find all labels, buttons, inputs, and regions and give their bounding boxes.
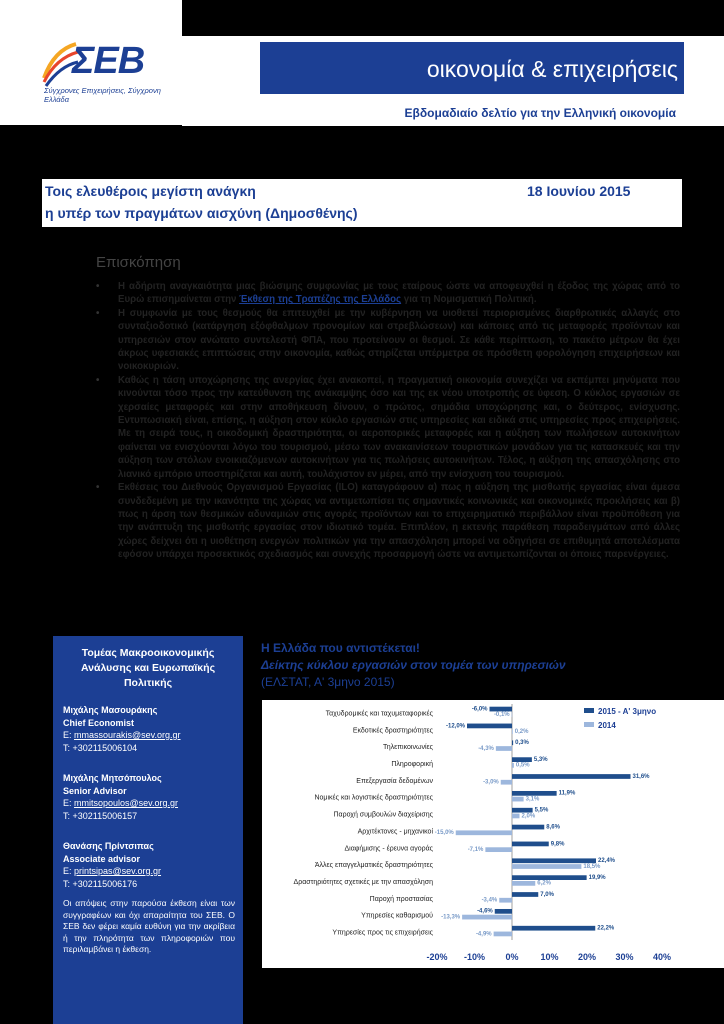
overview-bullets	[90, 280, 680, 562]
x-tick-label: 10%	[540, 952, 559, 962]
bar-series1	[512, 892, 538, 897]
data-label: 19,9%	[588, 875, 606, 881]
x-tick-label: 40%	[652, 952, 672, 962]
bar-series2	[512, 864, 581, 869]
overview-bullet	[90, 280, 680, 307]
data-label: 2,0%	[521, 813, 536, 820]
category-label: Διαφήμισης - έρευνα αγοράς	[344, 845, 433, 853]
contact-role: Senior Advisor	[63, 785, 127, 796]
data-label: -7,1%	[467, 847, 484, 854]
bar-series1	[512, 774, 631, 779]
x-tick-label: 30%	[615, 952, 634, 962]
logo-brand: ΣΕΒ	[72, 40, 145, 82]
bar-series1	[512, 825, 544, 830]
data-label: -13,3%	[441, 914, 461, 921]
category-label: Ταχυδρομικές και ταχυμεταφορικές	[325, 710, 433, 718]
category-label: Υπηρεσίες καθαρισμού	[361, 912, 433, 920]
disclaimer: Οι απόψεις στην παρούσα έκθεση είναι των συγγραφέων και όχι απαραίτητα του ΣΕΒ. Ο ΣΕΒ δεν φέρει καμία ευθύνη για την ακρίβεια ή την πληρότητα των πληροφοριών που περιλαμβάνει η έκθεση.	[63, 898, 235, 954]
bar-series2	[512, 797, 524, 802]
contact-phone: T: +302115006104	[63, 742, 138, 753]
data-label: 5,5%	[534, 807, 549, 814]
contact-phone: T: +302115006157	[63, 810, 138, 821]
bar-series2	[512, 763, 514, 768]
contact-card	[63, 840, 161, 890]
logo-area	[0, 0, 182, 125]
bar-series1	[512, 858, 596, 863]
bar-series1	[512, 757, 532, 762]
contact-card	[63, 772, 178, 822]
data-label: 18,5%	[583, 863, 601, 870]
category-label: Αρχιτέκτονες - μηχανικοί	[357, 828, 433, 836]
contact-phone: T: +302115006176	[63, 878, 138, 889]
header-subtitle: Εβδομαδιαίο δελτίο για την Ελληνική οικονομία	[404, 106, 676, 120]
data-label: -3,4%	[481, 897, 498, 904]
data-label: 5,3%	[533, 757, 548, 763]
bullet-text: Η αδήριτη αναγκαιότητα μιας βιώσιμης συμφωνίας με τους εταίρους ώστε να αποφευχθεί η έξοδος της χώρας από το Ευρώ επισημαίνεται στην	[118, 281, 680, 306]
category-label: Παροχή προστασίας	[369, 895, 433, 903]
data-label: -0,1%	[493, 712, 510, 719]
data-label: 0,3%	[515, 740, 529, 747]
legend-swatch	[584, 708, 594, 713]
bar-series2	[456, 830, 512, 835]
contact-email-link[interactable]: mmassourakis@sev.org.gr	[74, 730, 181, 740]
data-label: -6,0%	[471, 706, 488, 713]
chart-heading	[261, 640, 566, 691]
overview-bullet: • Εκθέσεις του Διεθνούς Οργανισμού Εργασίας (ILO) καταγράφουν α) πως η αύξηση της μισθωτής εργασίας είναι άμεσα συνδεδεμένη με την ικανότητα της χώρας να αντιμετωπίσει τις σημαντικές κοινωνικές και οικονομικές προκλήσεις και β) πως η άρση των θεσμικών αδυναμιών στις αγορές προϊόντων και το επιχειρηματικό περιβάλλον είναι προϋπόθεση για την ανάπτυξη της μισθωτής εργασίας στον ιδιωτικό τομέα. Επιπλέον, η εκτενής παράθεση παραδειγμάτων από άλλες χώρες δείχνει ότι η υιοθέτηση ενεργών πολιτικών για την απασχόληση μπορεί να οδηγήσει σε επιθυμητά αποτελέσματα εφόσον υπάρχει προσεκτικός σχεδιασμός και συνεχής προσαρμογή ώστε να αντιμετωπίζονται οι όποιες παρενέργειες.	[90, 481, 680, 561]
bar-series2	[512, 814, 520, 819]
category-label: Υπηρεσίες προς τις επιχειρήσεις	[332, 929, 433, 937]
legend-label: 2015 - Α' 3μηνο	[598, 707, 657, 716]
x-tick-label: -20%	[426, 952, 448, 962]
category-label: Δραστηριότητες σχετικές με την απασχόληση	[293, 879, 433, 886]
contact-role: Chief Economist	[63, 717, 135, 728]
bar-series1	[512, 740, 513, 745]
category-label: Παροχή συμβουλών διαχείρισης	[333, 811, 433, 819]
contact-sidebar	[53, 636, 243, 1024]
contact-name: Μιχάλης Μασουράκης	[63, 705, 158, 715]
bar-series2	[501, 780, 512, 785]
bar-series2	[512, 712, 513, 717]
logo-tagline: Σύγχρονες Επιχειρήσεις, Σύγχρονη Ελλάδα	[44, 86, 161, 104]
bar-series1	[512, 791, 557, 796]
issue-date: 18 Ιουνίου 2015	[527, 183, 631, 199]
chart-heading-line2: Δείκτης κύκλου εργασιών στον τομέα των υπηρεσιών	[261, 658, 566, 672]
x-tick-label: 0%	[505, 952, 519, 962]
email-label: E:	[63, 866, 75, 876]
bar-series1	[512, 926, 595, 931]
category-label: Επεξεργασία δεδομένων	[356, 777, 433, 785]
data-label: 9,8%	[550, 841, 565, 848]
page-number: 1	[656, 987, 662, 998]
chart-area	[262, 700, 724, 968]
contact-email-link[interactable]: mmitsopoulos@sev.org.gr	[74, 798, 179, 808]
bank-report-link[interactable]: Έκθεση της Τραπέζης της Ελλάδος	[239, 294, 402, 306]
bar-series1	[512, 842, 549, 847]
services-turnover-chart	[262, 700, 724, 968]
data-label: 0,5%	[515, 762, 530, 769]
data-label: 3,1%	[525, 796, 540, 803]
data-label: 11,9%	[558, 790, 576, 797]
bar-series1	[512, 875, 587, 880]
data-label: -3,0%	[483, 779, 499, 786]
sidebar-title: Τομέας Μακροοικονομικής Ανάλυσης και Ευρωπαϊκής Πολιτικής	[80, 647, 216, 689]
data-label: 22,4%	[598, 858, 616, 865]
bar-series2	[512, 881, 535, 886]
x-tick-label: 20%	[577, 952, 597, 962]
contact-name: Θανάσης Πρίντσιπας	[63, 841, 154, 851]
page-title-line2: η υπέρ των πραγμάτων αισχύνη (Δημοσθένης)	[45, 205, 358, 221]
data-label: -4,6%	[477, 908, 493, 915]
legend-swatch	[584, 722, 594, 727]
data-label: 22,2%	[597, 925, 615, 932]
legend-label: 2014	[598, 721, 616, 730]
data-label: -4,9%	[475, 931, 492, 938]
data-label: 8,6%	[546, 824, 560, 831]
data-label: 31,6%	[632, 773, 650, 780]
contact-name: Μιχάλης Μητσόπουλος	[63, 773, 162, 783]
contact-email-link[interactable]: printsipas@sev.org.gr	[74, 866, 162, 876]
data-label: -4,3%	[478, 745, 494, 752]
data-label: -15,0%	[434, 830, 454, 837]
bar-series2	[499, 898, 512, 903]
category-label: Πληροφορική	[391, 761, 433, 768]
bar-series1	[495, 909, 512, 914]
bar-series2	[462, 915, 512, 920]
x-tick-label: -10%	[463, 952, 486, 962]
bar-series1	[512, 808, 533, 813]
overview-bullet: • Η συμφωνία με τους θεσμούς θα επιτευχθεί με την κυβέρνηση να υιοθετεί περιορισμένες διαρθρωτικές αλλαγές στο συνταξιοδοτικό (κατάργηση εξόφθαλμων προνομίων και στρεβλώσεων) και κάποιες από τις μεταφορές προϊόντων και υπηρεσιών στον ανώτατο συντελεστή ΦΠΑ, που προτείνουν οι θεσμοί. Σε κάθε περίπτωση, το πακέτο μέτρων θα έχει άκρως υφεσιακές επιπτώσεις στην οικονομία, καθώς στηρίζεται υπέρμετρα σε πρόσθετη φορολόγηση επιχειρήσεων και νοικοκυριών.	[90, 307, 680, 374]
email-label: E:	[63, 730, 75, 740]
bar-series2	[496, 746, 512, 751]
category-label: Τηλεπικοινωνίες	[382, 744, 433, 752]
category-label: Εκδοτικές δραστηριότητες	[352, 727, 433, 735]
contact-role: Associate advisor	[63, 853, 141, 864]
email-label: E:	[63, 798, 75, 808]
data-label: 0,2%	[514, 729, 529, 736]
data-label: 6,2%	[537, 880, 551, 887]
chart-heading-line1: Η Ελλάδα που αντιστέκεται!	[261, 641, 420, 655]
chart-heading-line3: (ΕΛΣΤΑΤ, Α' 3μηνο 2015)	[261, 675, 395, 689]
data-label: 7,0%	[540, 891, 554, 898]
bar-series2	[485, 847, 512, 852]
overview-heading: Επισκόπηση	[96, 254, 181, 271]
bar-series1	[490, 707, 513, 712]
bar-series2	[494, 932, 512, 937]
bullet-text: για τη Νομισματική Πολιτική.	[401, 294, 537, 306]
data-label: -12,0%	[445, 723, 465, 730]
overview-bullet: • Καθώς η τάση υποχώρησης της ανεργίας έχει ανακοπεί, η πραγματική οικονομία συνεχίζει να εκπέμπει μηνύματα που κινούνται τόσο προς την κατεύθυνση της ανάκαμψης όσο και της εκ νέου υποτροπής σε ύφεση. Ο κύκλος εργασιών σε χερσαίες μεταφορές και στην αποθήκευση δίνουν, ο πρώτος, σημάδια υποχώρησης και, ο δεύτερος, ενίσχυσης. Εντυπωσιακή είναι, επίσης, η αύξηση στον κύκλο εργασιών στις υπηρεσίες και ειδικά στις υπηρεσίες προς επιχειρήσεις. Με τη σειρά τους, η οικοδομική δραστηριότητα, οι αεροπορικές μεταφορές και η αύξηση των πωλήσεων αυτοκινήτων φαίνεται να ενισχύονται λόγω του τουρισμού, μέσω των ανακαινίσεων τουριστικών μονάδων για τις κατασκευές και την αύξηση των στόλων ενοικιαζόμενων αυτοκινήτων για τις πωλήσεις αυτοκινήτων. Τέλος, η αύξηση της απασχόλησης στο λιανικό εμπόριο υποστηρίζεται και αυτή, τουλάχιστον εν μέρει, από την ενίσχυση του τουρισμού.	[90, 374, 680, 481]
contact-card	[63, 704, 181, 754]
header-title: οικονομία & επιχειρήσεις	[426, 56, 678, 82]
category-label: Άλλες επαγγελματικές δραστηριότητες	[314, 862, 433, 870]
category-label: Νομικές και λογιστικές δραστηριότητες	[314, 794, 433, 802]
page-title-line1: Τοις ελευθέροις μεγίστη ανάγκη	[45, 183, 256, 199]
bar-series1	[467, 724, 512, 729]
bar-series2	[512, 729, 513, 734]
